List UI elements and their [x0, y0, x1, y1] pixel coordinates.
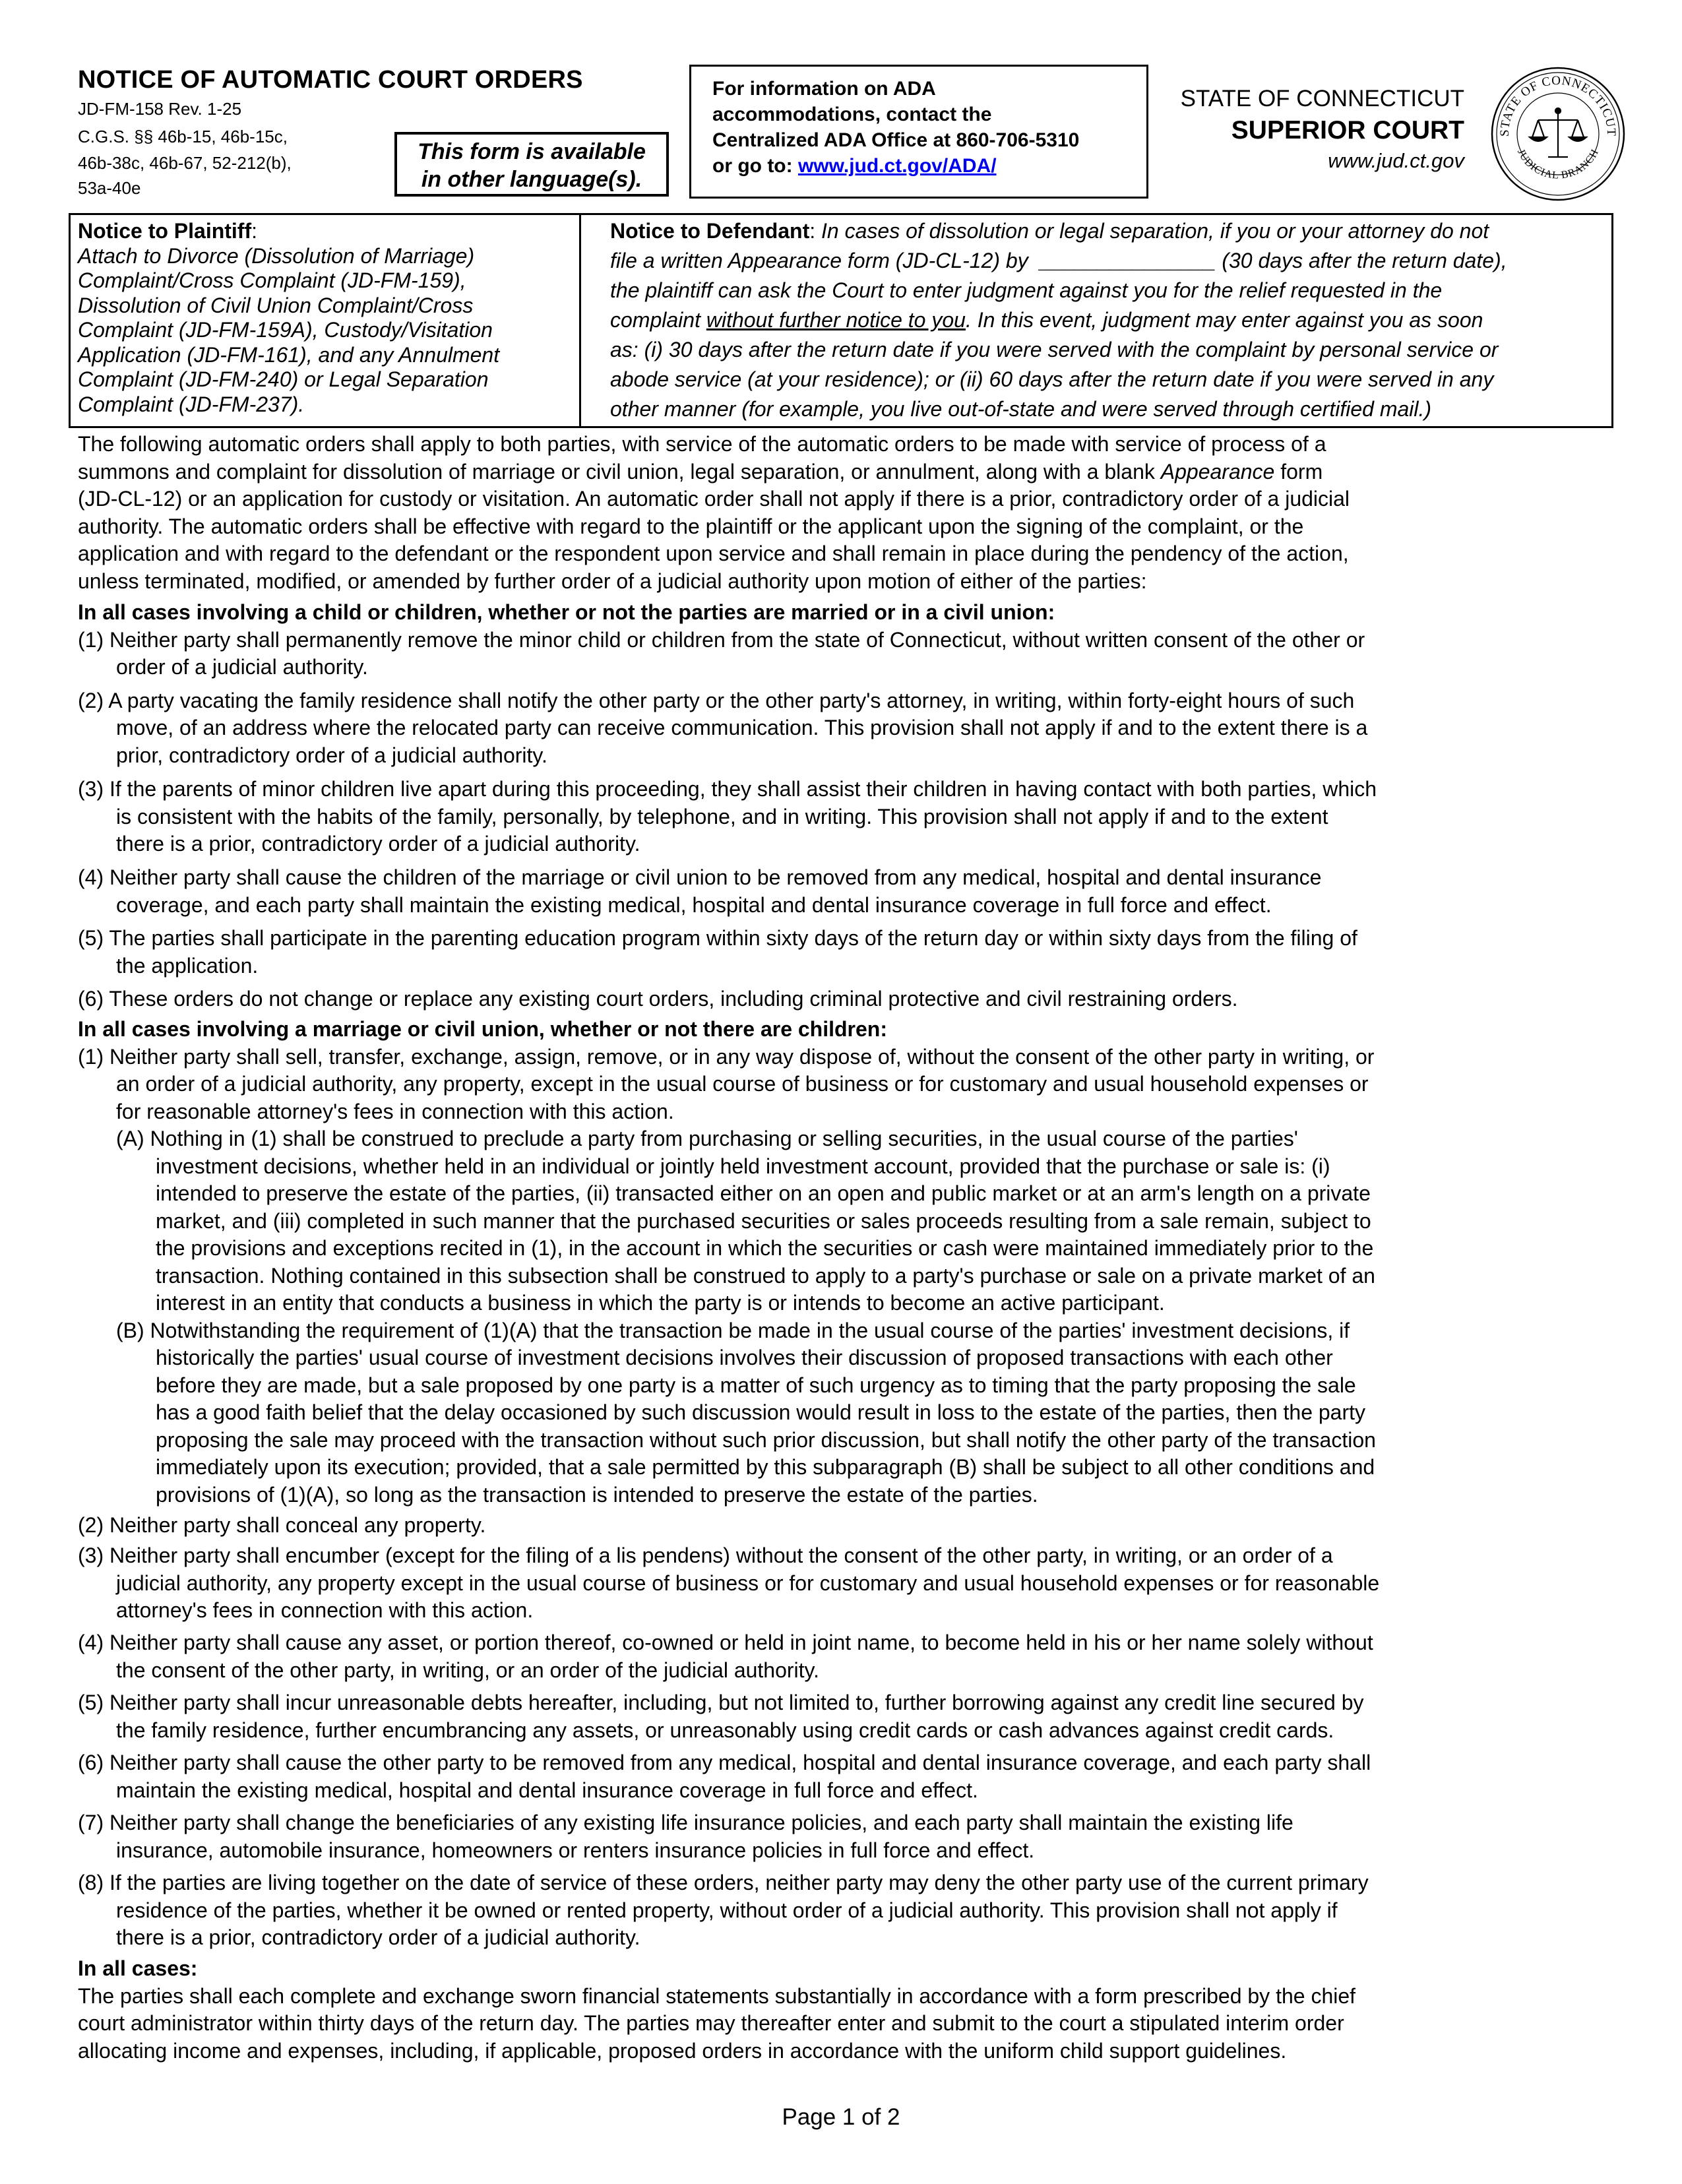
- intro-line: authority. The automatic orders shall be effective with regard to the plaintiff or the applicant upon the signing of the complaint, or the: [78, 515, 1304, 538]
- plaintiff-line: Complaint/Cross Complaint (JD-FM-159),: [78, 268, 466, 292]
- intro-line: (JD-CL-12) or an application for custody or visitation. An automatic order shall not apply if there is a prior, contradictory order of a judicial: [78, 487, 1350, 511]
- ada-link-prefix: or go to:: [712, 155, 798, 177]
- form-number: JD-FM-158 Rev. 1-25: [78, 99, 242, 119]
- subparagraph-line: transaction. Nothing contained in this subsection shall be construed to apply to a party's purchase or sale on a private market of an: [156, 1264, 1375, 1288]
- intro-italic-text: Appearance: [1160, 460, 1275, 484]
- plaintiff-line: Application (JD-FM-161), and any Annulment: [78, 342, 500, 367]
- order-line: there is a prior, contradictory order of a judicial authority.: [116, 832, 640, 856]
- subparagraph-line: (A) Nothing in (1) shall be construed to preclude a party from purchasing or selling securities, in the usual course of the parties': [116, 1127, 1298, 1150]
- order-line: an order of a judicial authority, any property, except in the usual course of business or for customary and usual household expenses or: [116, 1072, 1369, 1096]
- order-line: prior, contradictory order of a judicial authority.: [116, 743, 547, 767]
- appearance-due-date-blank[interactable]: _______________: [1040, 249, 1216, 272]
- order-line: residence of the parties, whether it be owned or rented property, without order of a judicial authority. This provision shall not apply if: [116, 1898, 1338, 1922]
- all-cases-line: court administrator within thirty days of the return day. The parties may thereafter enter and submit to the court a stipulated interim order: [78, 2011, 1344, 2035]
- intro-text: form: [1274, 460, 1323, 484]
- plaintiff-heading: [78, 219, 566, 244]
- subparagraph-line: the provisions and exceptions recited in (1), in the account in which the securities or cash were maintained immediately prior to the: [156, 1236, 1374, 1260]
- statute-line: 53a-40e: [78, 178, 141, 198]
- defendant-text: complaint: [610, 308, 706, 332]
- plaintiff-line: Complaint (JD-FM-237).: [78, 392, 305, 416]
- defendant-line: [610, 305, 1600, 335]
- order-line: judicial authority, any property except in the usual course of business or for customary and usual household expenses or for reasonable: [116, 1571, 1380, 1595]
- marriage-heading: In all cases involving a marriage or civil union, whether or not there are children:: [78, 1017, 887, 1041]
- notice-to-plaintiff: [78, 219, 566, 417]
- ada-link[interactable]: www.jud.ct.gov/ADA/: [797, 155, 997, 177]
- plaintiff-line: Complaint (JD-FM-240) or Legal Separation: [78, 367, 489, 391]
- defendant-line: [610, 216, 1600, 246]
- plaintiff-label-colon: :: [251, 219, 257, 243]
- order-line: maintain the existing medical, hospital and dental insurance coverage in full force and effect.: [116, 1778, 978, 1802]
- order-line: (4) Neither party shall cause the children of the marriage or civil union to be removed from any medical, hospital and dental insurance: [78, 865, 1322, 889]
- order-line: (2) A party vacating the family residence shall notify the other party or the other party's attorney, in writing, within forty-eight hours of such: [78, 689, 1355, 712]
- ada-line: accommodations, contact the: [712, 104, 992, 125]
- subparagraph-line: immediately upon its execution; provided, that a sale permitted by this subparagraph (B) shall be subject to all other conditions and: [156, 1455, 1375, 1479]
- order-line: the family residence, further encumbrancing any assets, or unreasonably using credit cards or cash advances against credit cards.: [116, 1718, 1334, 1742]
- defendant-underlined-text: without further notice to you: [706, 308, 966, 332]
- subparagraph-line: historically the parties' usual course of investment decisions involves their discussion of proposed transactions with each other: [156, 1346, 1333, 1369]
- order-line: order of a judicial authority.: [116, 655, 368, 679]
- subparagraph-line: investment decisions, whether held in an individual or jointly held investment account, provided that the purchase or sale is: (i): [156, 1154, 1330, 1178]
- defendant-text: file a written Appearance form (JD-CL-12) by: [610, 249, 1028, 272]
- scales-of-justice-icon: [1530, 108, 1586, 157]
- order-line: (6) These orders do not change or replace any existing court orders, including criminal protective and civil restraining orders.: [78, 987, 1238, 1011]
- order-line: move, of an address where the relocated party can receive communication. This provision shall not apply if and to the extent there is a: [116, 716, 1368, 739]
- state-label: STATE OF CONNECTICUT: [1180, 86, 1464, 111]
- defendant-line: [610, 246, 1600, 276]
- intro-line: unless terminated, modified, or amended by further order of a judicial authority upon motion of either of the parties:: [78, 569, 1147, 593]
- subparagraph-line: market, and (iii) completed in such manner that the purchased securities or sales proceeds resulting from a sale remain, subject to: [156, 1209, 1371, 1233]
- order-line: (5) The parties shall participate in the parenting education program within sixty days of the return day or within sixty days from the filing of: [78, 926, 1357, 950]
- subparagraph-line: intended to preserve the estate of the parties, (ii) transacted either on an open and public market or at an arm's length on a private: [156, 1181, 1371, 1205]
- order-line: is consistent with the habits of the family, personally, by telephone, and in writing. This provision shall not apply if and to the extent: [116, 805, 1328, 828]
- order-line: the application.: [116, 954, 259, 978]
- subparagraph-line: has a good faith belief that the delay occasioned by such discussion would result in loss to the estate of the parties, then the party: [156, 1400, 1366, 1424]
- plaintiff-line: Attach to Divorce (Dissolution of Marriage): [78, 243, 475, 268]
- statute-line: 46b-38c, 46b-67, 52-212(b),: [78, 153, 292, 173]
- subparagraph-line: provisions of (1)(A), so long as the transaction is intended to preserve the estate of the parties.: [156, 1483, 1038, 1507]
- order-line: (8) If the parties are living together on the date of service of these orders, neither party may deny the other party use of the current primary: [78, 1871, 1369, 1894]
- plaintiff-line: Complaint (JD-FM-159A), Custody/Visitation: [78, 318, 493, 342]
- language-availability-box: [394, 132, 669, 197]
- order-line: (2) Neither party shall conceal any property.: [78, 1513, 486, 1537]
- order-line: (1) Neither party shall sell, transfer, exchange, assign, remove, or in any way dispose of, without the consent of the other party in writing, or: [78, 1045, 1375, 1069]
- subparagraph-line: (B) Notwithstanding the requirement of (1)(A) that the transaction be made in the usual course of the parties' investment decisions, if: [116, 1319, 1350, 1342]
- defendant-label: Notice to Defendant: [610, 219, 810, 243]
- defendant-label-colon: :: [809, 219, 822, 243]
- plaintiff-line: Dissolution of Civil Union Complaint/Cross: [78, 293, 474, 317]
- order-line: coverage, and each party shall maintain the existing medical, hospital and dental insurance coverage in full force and effect.: [116, 893, 1272, 917]
- defendant-line: as: (i) 30 days after the return date if you were served with the complaint by personal service or: [610, 338, 1499, 361]
- subparagraph-line: proposing the sale may proceed with the transaction without such prior discussion, but shall notify the other party of the transaction: [156, 1428, 1376, 1452]
- ada-line: Centralized ADA Office at 860-706-5310: [712, 129, 1080, 151]
- defendant-line: other manner (for example, you live out-of-state and were served through certified mail.): [610, 397, 1432, 421]
- defendant-text: . In this event, judgment may enter against you as soon: [965, 308, 1483, 332]
- order-line: (3) If the parents of minor children live apart during this proceeding, they shall assist their children in having contact with both parties, which: [78, 777, 1377, 801]
- intro-line: application and with regard to the defendant or the respondent upon service and shall remain in place during the pendency of the action,: [78, 542, 1349, 565]
- ada-info-box: [689, 65, 1148, 199]
- all-cases-heading: In all cases:: [78, 1956, 198, 1980]
- order-line: (4) Neither party shall cause any asset, or portion thereof, co-owned or held in joint name, to become held in his or her name solely without: [78, 1631, 1373, 1654]
- children-heading: In all cases involving a child or children, whether or not the parties are married or in a civil union:: [78, 600, 1055, 624]
- subparagraph-line: interest in an entity that conducts a business in which the party is or intends to become an active participant.: [156, 1291, 1165, 1315]
- intro-line: [78, 458, 1323, 486]
- defendant-text: (30 days after the return date),: [1216, 249, 1507, 272]
- order-line: for reasonable attorney's fees in connection with this action.: [116, 1100, 674, 1123]
- notice-divider: [579, 213, 581, 428]
- order-line: (5) Neither party shall incur unreasonable debts hereafter, including, but not limited to, further borrowing against any credit line secured by: [78, 1691, 1364, 1714]
- order-line: insurance, automobile insurance, homeowners or renters insurance policies in full force and effect.: [116, 1838, 1035, 1862]
- order-line: (1) Neither party shall permanently remove the minor child or children from the state of Connecticut, without written consent of the other or: [78, 628, 1365, 652]
- defendant-line: abode service (at your residence); or (ii) 60 days after the return date if you were served in any: [610, 367, 1494, 391]
- notice-to-defendant: [610, 216, 1600, 424]
- order-line: the consent of the other party, in writing, or an order of the judicial authority.: [116, 1658, 820, 1682]
- order-line: (3) Neither party shall encumber (except for the filing of a lis pendens) without the consent of the other party, in writing, or an order of a: [78, 1544, 1333, 1567]
- judicial-branch-seal: [1489, 65, 1627, 203]
- seal-bottom-text: JUDICIAL BRANCH: [1514, 147, 1602, 181]
- defendant-line: the plaintiff can ask the Court to enter judgment against you for the relief requested in the: [610, 278, 1443, 302]
- order-line: there is a prior, contradictory order of a judicial authority.: [116, 1925, 640, 1949]
- intro-text: summons and complaint for dissolution of marriage or civil union, legal separation, or annulment, along with a blank: [78, 460, 1161, 484]
- all-cases-line: The parties shall each complete and exchange sworn financial statements substantially in accordance with a form prescribed by the chief: [78, 1984, 1356, 2008]
- form-title: NOTICE OF AUTOMATIC COURT ORDERS: [78, 66, 583, 94]
- defendant-text: In cases of dissolution or legal separation, if you or your attorney do not: [821, 219, 1489, 243]
- all-cases-line: allocating income and expenses, including, if applicable, proposed orders in accordance with the uniform child support guidelines.: [78, 2039, 1287, 2063]
- page-number: Page 1 of 2: [782, 2104, 900, 2130]
- language-line: This form is available: [418, 139, 646, 164]
- order-line: (7) Neither party shall change the beneficiaries of any existing life insurance policies, and each party shall maintain the existing life: [78, 1811, 1293, 1834]
- order-line: (6) Neither party shall cause the other party to be removed from any medical, hospital and dental insurance coverage, and each party shall: [78, 1751, 1371, 1774]
- ada-link-line: [712, 153, 1146, 179]
- subparagraph-line: before they are made, but a sale proposed by one party is a matter of such urgency as to timing that the party proposing the sale: [156, 1373, 1356, 1397]
- court-website: www.jud.ct.gov: [1328, 149, 1464, 172]
- plaintiff-label: Notice to Plaintiff: [78, 219, 252, 243]
- order-line: attorney's fees in connection with this action.: [116, 1598, 534, 1622]
- court-label: SUPERIOR COURT: [1231, 116, 1464, 144]
- seal-top-text: STATE OF CONNECTICUT: [1497, 73, 1619, 137]
- language-line: in other language(s).: [421, 167, 642, 192]
- ada-line: For information on ADA: [712, 78, 936, 100]
- statute-line: C.G.S. §§ 46b-15, 46b-15c,: [78, 127, 288, 146]
- intro-line: The following automatic orders shall apply to both parties, with service of the automatic orders to be made with service of process of a: [78, 432, 1326, 456]
